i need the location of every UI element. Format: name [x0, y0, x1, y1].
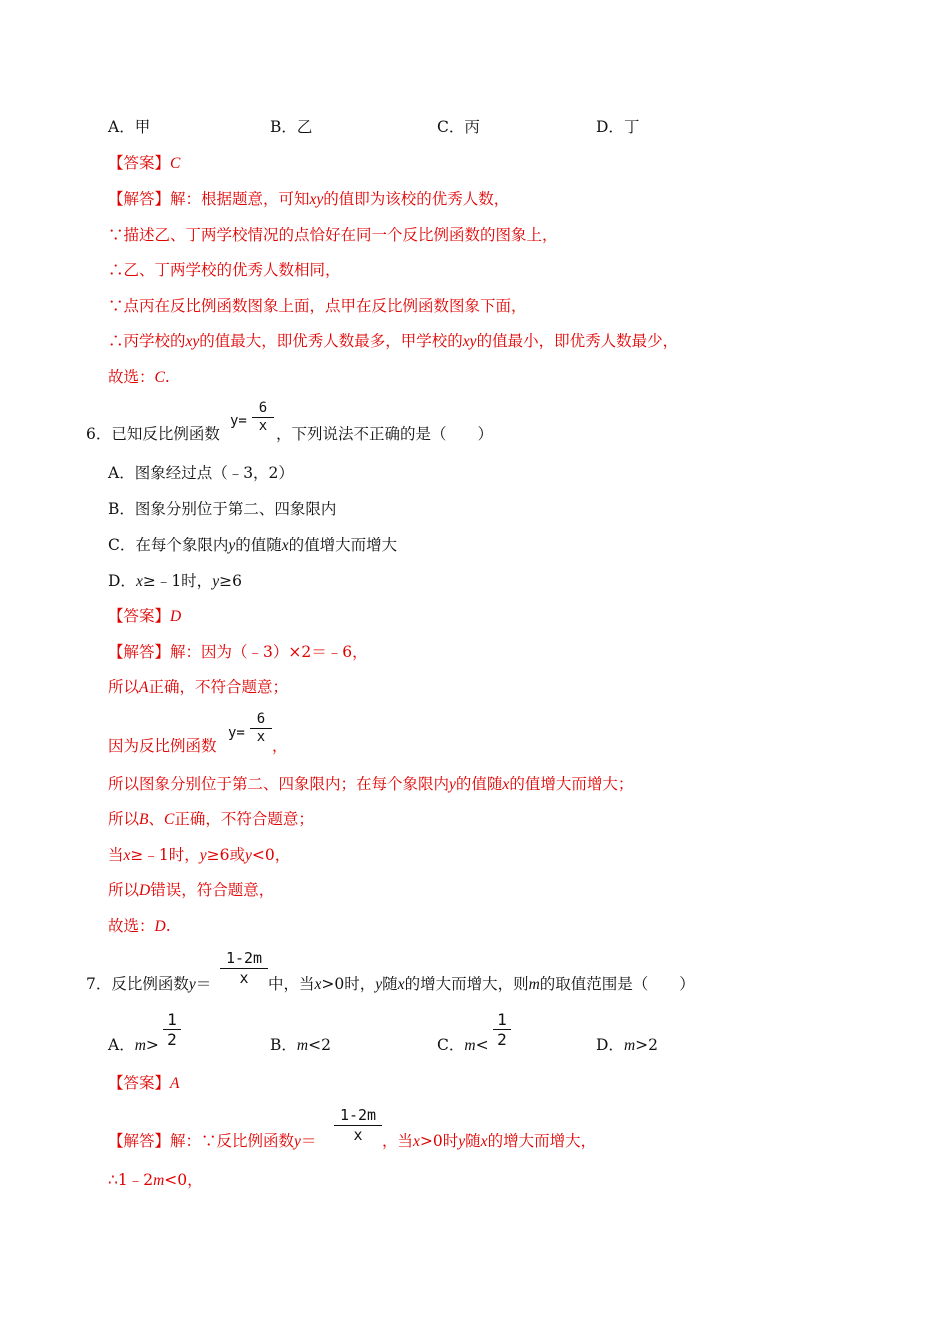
q5-answer: 【答案】C [108, 154, 181, 172]
q6-option-c: C．在每个象限内y的值随x的值增大而增大 [108, 536, 398, 554]
q6-answer: 【答案】D [108, 607, 182, 625]
q7-analysis-line-2: ∴1﹣2m<0， [108, 1171, 203, 1189]
q6-analysis-line-2: 所以A正确，不符合题意； [108, 678, 288, 696]
q6-analysis-line-3-comma: ， [272, 737, 288, 755]
q5-analysis-line-1: 【解答】解：根据题意，可知xy的值即为该校的优秀人数， [108, 190, 510, 208]
q6-analysis-formula-fraction: 6 x [250, 711, 272, 746]
q7-option-b: B．m<2 [270, 1036, 331, 1054]
q5-analysis-line-6: 故选：C. [108, 368, 170, 386]
q7-analysis-fraction: 1-2m x [334, 1106, 382, 1145]
q7-stem-right: 中，当x>0时，y随x的增大而增大，则m的取值范围是（ ） [268, 975, 695, 993]
q7-answer: 【答案】A [108, 1074, 180, 1092]
q6-analysis-formula-lhs: y= [228, 725, 245, 741]
q7-option-d: D．m>2 [596, 1036, 658, 1054]
q6-analysis-line-3: 因为反比例函数 [108, 737, 217, 755]
q6-analysis-line-8: 故选：D. [108, 917, 171, 935]
q7-analysis-line-1-left: 【解答】解：∵反比例函数y＝ [108, 1132, 317, 1150]
q5-option-d: D．丁 [596, 118, 640, 136]
q6-formula-lhs: y= [230, 413, 247, 429]
q6-analysis-line-5: 所以B、C正确，不符合题意； [108, 810, 314, 828]
q7-option-a-fraction: 1 2 [163, 1010, 181, 1049]
q6-stem-prefix: 6．已知反比例函数 [86, 425, 220, 443]
q6-option-d: D．x≥﹣1时，y≥6 [108, 572, 242, 590]
q5-option-a: A．甲 [108, 118, 151, 136]
q7-analysis-line-1-right: ，当x>0时y随x的增大而增大， [382, 1132, 597, 1150]
q5-option-b: B．乙 [270, 118, 313, 136]
q6-stem-suffix: ，下列说法不正确的是（ ） [276, 425, 494, 443]
q6-option-a: A．图象经过点（﹣3，2） [108, 464, 294, 482]
q5-option-c: C．丙 [437, 118, 480, 136]
q6-analysis-line-1: 【解答】解：因为（﹣3）×2＝﹣6， [108, 643, 368, 661]
q6-analysis-line-6: 当x≥﹣1时，y≥6或y<0， [108, 846, 291, 864]
q6-analysis-line-7: 所以D错误，符合题意， [108, 881, 275, 899]
q5-analysis-line-3: ∴乙、丁两学校的优秀人数相同， [108, 261, 341, 279]
q7-option-c: C．m< [437, 1036, 489, 1054]
q7-option-c-fraction: 1 2 [493, 1010, 511, 1049]
q6-option-b: B．图象分别位于第二、四象限内 [108, 500, 337, 518]
q7-stem-fraction: 1-2m x [220, 949, 268, 988]
q5-analysis-line-2: ∵描述乙、丁两学校情况的点恰好在同一个反比例函数的图象上， [108, 226, 558, 244]
q6-formula-fraction: 6 x [252, 400, 274, 435]
q5-analysis-line-5: ∴丙学校的xy的值最大，即优秀人数最多，甲学校的xy的值最小，即优秀人数最少， [108, 332, 679, 350]
q6-analysis-line-4: 所以图象分别位于第二、四象限内；在每个象限内y的值随x的值增大而增大； [108, 775, 634, 793]
q7-option-a: A．m> [108, 1036, 159, 1054]
q5-analysis-line-4: ∵点丙在反比例函数图象上面，点甲在反比例函数图象下面， [108, 297, 527, 315]
q7-stem-left: 7．反比例函数y＝ [86, 975, 212, 993]
